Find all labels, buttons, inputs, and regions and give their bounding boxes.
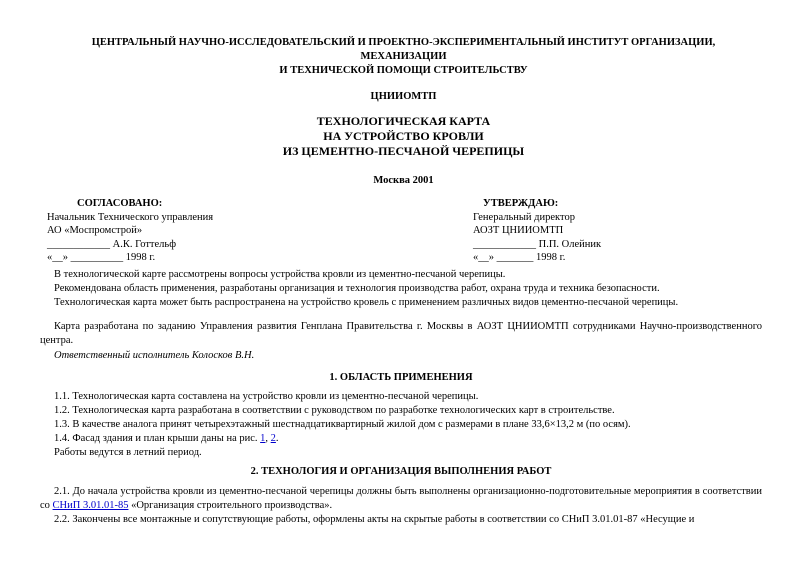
section-2-paragraph-1-text: 2.1. До начала устройства кровли из цементно-песчаной черепицы должны быть выполнены организационно-подготовительные мероприятия в соответствии со [40,486,762,511]
responsible-block [40,349,762,363]
intro-paragraph-2: Рекомендована область применения, разработаны организация и технология производства работ, охрана труда и техника безопасности. [54,283,660,294]
institute-name-line-3: И ТЕХНИЧЕСКОЙ ПОМОЩИ СТРОИТЕЛЬСТВУ [279,65,528,76]
figure-link-separator: , [265,433,271,444]
section-2-paragraph-1 [40,485,762,513]
approved-position: Генеральный директор [473,211,575,223]
section-1-title: 1. ОБЛАСТЬ ПРИМЕНЕНИЯ [329,372,473,383]
section-1-paragraph-4 [40,432,762,446]
agreed-block [47,197,347,265]
document-title [0,114,807,159]
intro-authors [40,320,762,348]
approved-block [473,197,773,265]
section-1-paragraph-5: Работы ведутся в летний период. [54,447,202,458]
figure-2-link[interactable]: 2 [270,433,276,444]
city-year: Москва 2001 [373,175,434,186]
section-1-paragraph-4-end: . [275,433,279,444]
approved-organization: АОЗТ ЦНИИОМТП [473,225,564,236]
section-2-paragraph-2: 2.2. Закончены все монтажные и сопутствующие работы, оформлены акты на скрытые работы в соответствии со СНиП 3.01.01-87 «Несущие и [54,514,695,525]
responsible-person: Ответственный исполнитель Колосков В.Н. [54,350,255,361]
title-line-2: НА УСТРОЙСТВО КРОВЛИ [323,129,484,143]
section-1 [40,371,762,460]
institute-abbreviation: ЦНИИОМТП [370,91,437,102]
approved-date: «__» _______ 1998 г. [473,252,566,263]
intro-paragraph-4: Карта разработана по заданию Управления развития Генплана Правительства г. Москвы в АОЗТ ЦНИИОМТП сотрудниками Научно-производственного центра. [40,321,762,346]
section-2 [40,465,762,527]
intro-paragraph-3: Технологическая карта может быть распространена на устройство кровель с применением различных видов цементно-песчаной черепицы. [54,297,679,308]
agreed-heading: СОГЛАСОВАНО: [77,198,163,209]
figure-1-link[interactable]: 1 [260,433,266,444]
section-1-paragraph-1: 1.1. Технологическая карта составлена на устройство кровли из цементно-песчаной черепицы. [54,391,479,402]
title-line-1: ТЕХНОЛОГИЧЕСКАЯ КАРТА [316,114,491,128]
approved-heading: УТВЕРЖДАЮ: [483,198,559,209]
approved-signature: ____________ П.П. Олейник [473,238,602,250]
intro-section [40,268,762,310]
title-line-3: ИЗ ЦЕМЕНТНО-ПЕСЧАНОЙ ЧЕРЕПИЦЫ [282,144,525,158]
agreed-date: «__» __________ 1998 г. [47,252,156,263]
institute-header [40,36,767,78]
agreed-position: Начальник Технического управления [47,211,214,223]
intro-paragraph-1: В технологической карте рассмотрены вопросы устройства кровли из цементно-песчаной черепицы. [54,269,506,280]
agreed-signature: ____________ А.К. Готтельф [47,238,177,250]
institute-name-line-1: ЦЕНТРАЛЬНЫЙ НАУЧНО-ИССЛЕДОВАТЕЛЬСКИЙ И ПРОЕКТНО-ЭКСПЕРИМЕНТАЛЬНЫЙ ИНСТИТУТ ОРГАНИЗАЦИИ, [91,37,716,48]
section-1-paragraph-4-text: 1.4. Фасад здания и план крыши даны на рис. [54,433,261,444]
section-1-paragraph-3: 1.3. В качестве аналога принят четырехэтажный шестнадцатиквартирный жилой дом с размерами в плане 33,6×13,2 м (по осям). [54,419,631,430]
snip-3-01-01-85-link[interactable]: СНиП 3.01.01-85 [52,500,129,511]
agreed-organization: АО «Моспромстрой» [47,225,143,236]
section-2-paragraph-1-end: «Организация строительного производства». [128,500,333,511]
section-2-title: 2. ТЕХНОЛОГИЯ И ОРГАНИЗАЦИЯ ВЫПОЛНЕНИЯ РАБОТ [250,466,552,477]
section-1-paragraph-2: 1.2. Технологическая карта разработана в соответствии с руководством по разработке технологических карт в строительстве. [54,405,615,416]
institute-name-line-2: МЕХАНИЗАЦИИ [360,51,447,62]
